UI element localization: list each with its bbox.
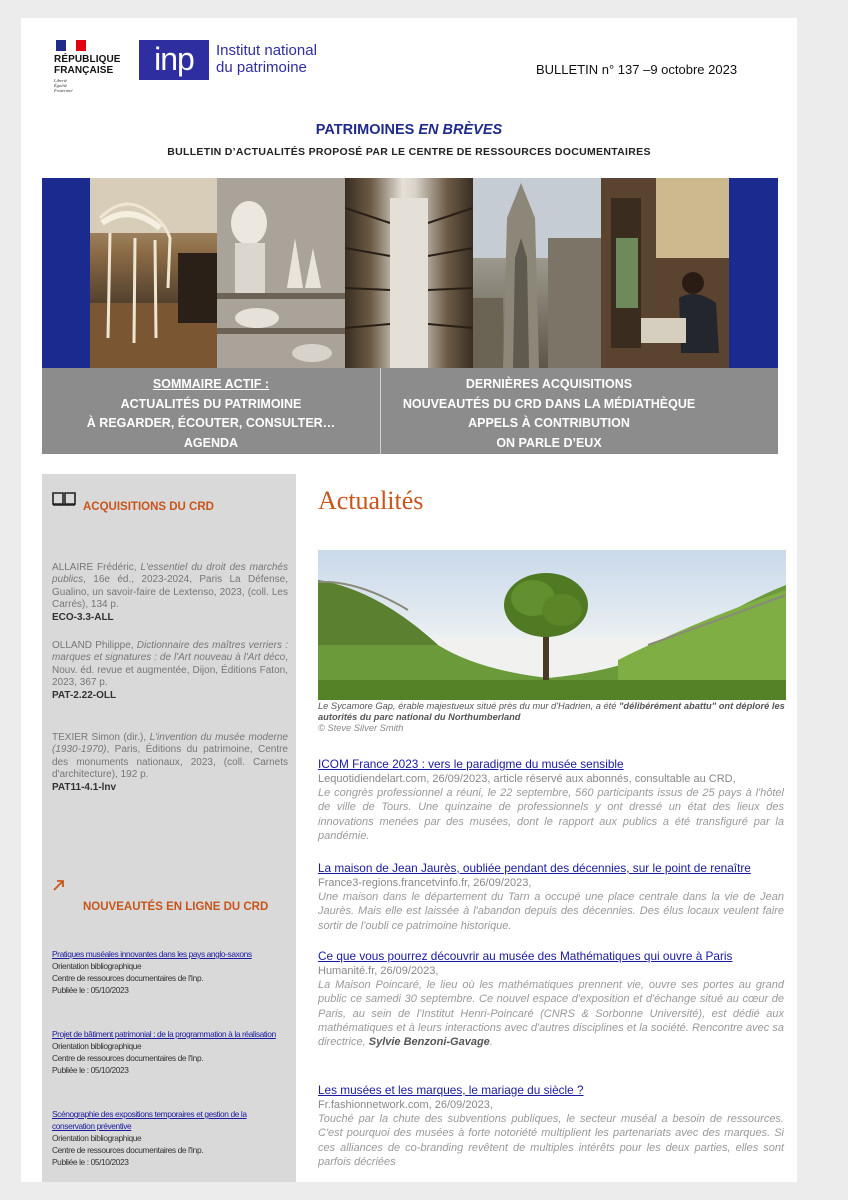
- header-banner: [42, 178, 778, 368]
- toc-item-regarder[interactable]: À REGARDER, ÉCOUTER, CONSULTER…: [86, 416, 336, 430]
- republique-francaise-logo: [54, 40, 134, 93]
- banner-photo-conservator-at-work: [601, 178, 729, 368]
- acquisition-item: OLLAND Philippe, Dictionnaire des maîtres verriers : marques et signatures : de l'Art nouveau à l'Art déco, Nouv. éd. revue et augmentée, Dijon, Éditions Faton, 2023, 367 p. PAT-2.22-OLL: [52, 640, 288, 701]
- article-link[interactable]: Ce que vous pourrez découvrir au musée des Mathématiques qui ouvre à Paris: [318, 949, 733, 963]
- republique-francaise-text: RÉPUBLIQUE FRANÇAISE: [54, 54, 121, 76]
- article-link[interactable]: La maison de Jean Jaurès, oubliée pendant des décennies, sur le point de renaître: [318, 861, 751, 875]
- toc-summary-label[interactable]: SOMMAIRE ACTIF :: [152, 377, 270, 391]
- online-item-link[interactable]: Projet de bâtiment patrimonial : de la programmation à la réalisation: [52, 1029, 276, 1039]
- section-heading-actualites: Actualités: [318, 486, 424, 515]
- news-article: Les musées et les marques, le mariage du siècle ? Fr.fashionnetwork.com, 26/09/2023, Touché par la chute des subventions publiques, le secteur muséal a besoin de ressources. C'est pourquoi des musées à forte notoriété multiplient les partenariats avec des marques. Si ces alliances de co-branding revêtent de multiples intérêts pour les deux parties, elles sont parfois décriées: [318, 1083, 784, 1168]
- sycamore-gap-photo: [318, 550, 786, 700]
- toc-item-appels[interactable]: APPELS À CONTRIBUTION: [468, 416, 630, 430]
- banner-photo-archive-shelves: [345, 178, 473, 368]
- news-article: ICOM France 2023 : vers le paradigme du musée sensible Lequotidiendelart.com, 26/09/2023, article réservé aux abonnés, consultable au CRD, Le congrès professionnel a réuni, le 22 septembre, 560 participants issus de 25 pays à l'hôtel de ville de Tours. Une quinzaine de professionnels y ont dressé un état des lieux des innovations menées par des musées, dont le rapport aux publics a été transfiguré par la pandémie.: [318, 757, 784, 842]
- banner-photo-gothic-spire: [473, 178, 601, 368]
- newsletter-subtitle: BULLETIN D’ACTUALITÉS PROPOSÉ PAR LE CENTRE DE RESSOURCES DOCUMENTAIRES: [167, 146, 651, 158]
- french-flag-icon: [56, 40, 86, 51]
- inp-logo: inp: [139, 40, 209, 80]
- toc-item-acquisitions[interactable]: DERNIÈRES ACQUISITIONS: [465, 377, 633, 391]
- acquisitions-heading: ACQUISITIONS DU CRD: [83, 501, 214, 513]
- acquisition-item: ALLAIRE Frédéric, L'essentiel du droit des marchés publics, 16e éd., 2023-2024, Paris La Défense, Gualino, un savoir-faire de Lextenso, 2023, (coll. Les Carrés), 134 p. ECO-3.3-ALL: [52, 562, 288, 623]
- sidebar: [42, 474, 296, 1182]
- bulletin-number: BULLETIN n° 137 –9 octobre 2023: [536, 62, 738, 77]
- online-item-link[interactable]: Scénographie des expositions temporaires et gestion de la conservation préventive: [52, 1109, 247, 1131]
- online-item-link[interactable]: Pratiques muséales innovantes dans les pays anglo-saxons: [52, 949, 252, 959]
- external-arrow-icon: [52, 878, 66, 892]
- news-article: Ce que vous pourrez découvrir au musée des Mathématiques qui ouvre à Paris Humanité.fr, 26/09/2023, La Maison Poincaré, le lieu où les mathématiques prennent vie, ouvre ses portes au grand public ce samedi 30 septembre. Ce nouvel espace d'exposition et d'échange situé au cœur de Paris, au sein de l'Institut Henri-Poincaré (CNRS & Sorbonne Université), est dédié aux mathématiques et à leurs interactions avec d'autres disciplines et la société. Rencontre avec sa directrice, Sylvie Benzoni-Gavage.: [318, 949, 784, 1049]
- photo-caption: Le Sycamore Gap, érable majestueux situé près du mur d'Hadrien, a été "délibérément abattu" ont déploré les autorités du parc national du Northumberland © Steve Silver Smith: [318, 701, 785, 733]
- table-of-contents: [42, 368, 778, 454]
- institut-name: Institut national du patrimoine: [216, 42, 317, 76]
- online-item: Pratiques muséales innovantes dans les pays anglo-saxons Orientation bibliographique Centre de ressources documentaires de l'Inp. Publiée le : 05/10/2023: [52, 948, 288, 996]
- toc-left-column: [42, 375, 380, 453]
- online-heading: NOUVEAUTÉS EN LIGNE DU CRD: [83, 901, 269, 913]
- toc-right-column: [380, 375, 718, 453]
- acquisition-item: TEXIER Simon (dir.), L'invention du musée moderne (1930-1970), Paris, Éditions du patrimoine, Centre des monuments nationaux, 2023, (coll. Carnets d'architecture), 192 p. PAT11-4.1-lnv: [52, 732, 288, 793]
- newsletter-title: PATRIMOINES EN BRÈVES: [315, 122, 503, 138]
- news-article: La maison de Jean Jaurès, oubliée pendant des décennies, sur le point de renaître France3-regions.francetvinfo.fr, 26/09/2023, Une maison dans le département du Tarn a occupé une place centrale dans la vie de Jean Jaurès. Mais elle est laissée à l'abandon depuis des décennies. Des élus locaux veulent faire sortir de l'oubli ce patrimoine historique.: [318, 861, 784, 932]
- banner-photo-sculpture-casts: [217, 178, 345, 368]
- online-item: Scénographie des expositions temporaires et gestion de la conservation préventive Orientation bibliographique Centre de ressources documentaires de l'Inp. Publiée le : 05/10/2023: [52, 1108, 288, 1168]
- bulletin-page: [21, 18, 797, 1182]
- toc-item-on-parle[interactable]: ON PARLE D’EUX: [496, 435, 602, 450]
- article-link[interactable]: Les musées et les marques, le mariage du siècle ?: [318, 1083, 584, 1097]
- banner-photo-skeleton-gallery: [90, 178, 217, 368]
- toc-item-agenda[interactable]: AGENDA: [183, 435, 239, 450]
- toc-item-nouveautes[interactable]: NOUVEAUTÉS DU CRD DANS LA MÉDIATHÈQUE: [402, 396, 696, 411]
- toc-item-actualites[interactable]: ACTUALITÉS DU PATRIMOINE: [120, 396, 302, 411]
- online-item: Projet de bâtiment patrimonial : de la programmation à la réalisation Orientation bibliographique Centre de ressources documentaires de l'Inp. Publiée le : 05/10/2023: [52, 1028, 288, 1076]
- republic-motto: Liberté Égalité Fraternité: [54, 78, 73, 93]
- book-icon: [52, 492, 76, 506]
- article-link[interactable]: ICOM France 2023 : vers le paradigme du musée sensible: [318, 757, 624, 771]
